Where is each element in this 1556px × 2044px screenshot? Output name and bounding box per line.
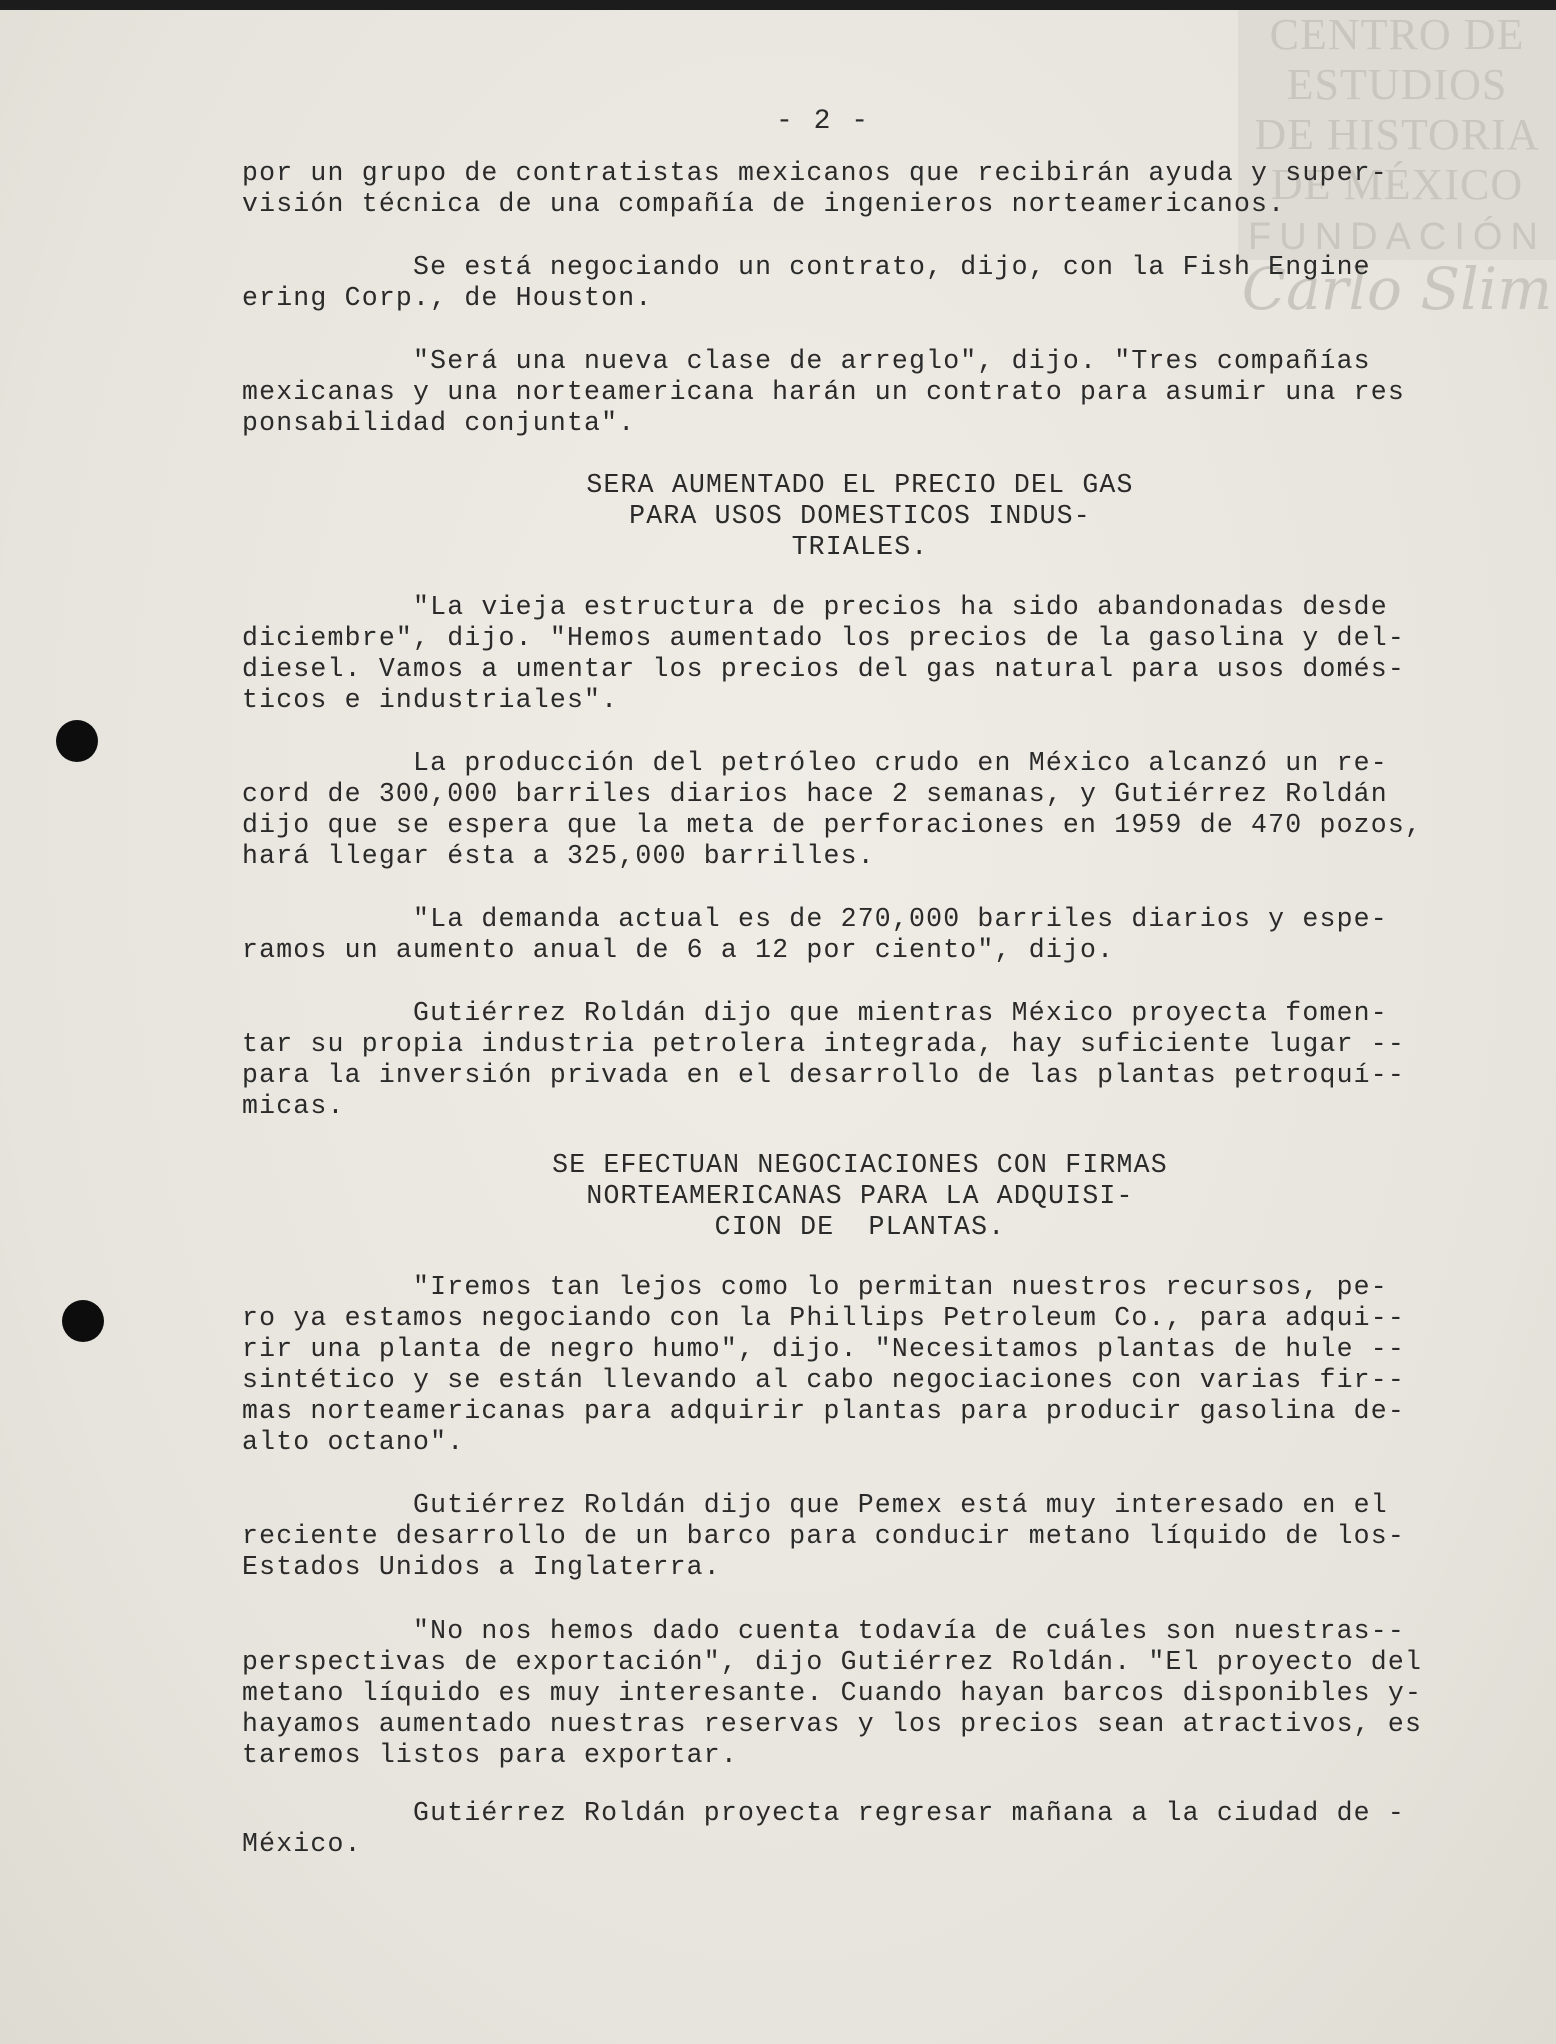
section-heading: SERA AUMENTADO EL PRECIO DEL GAS PARA USOS DOMESTICOS INDUS- TRIALES.	[586, 470, 1134, 562]
paragraph: Se está negociando un contrato, dijo, con la Fish Engine ering Corp., de Houston.	[242, 252, 1371, 313]
watermark-signature: Carlo Slim	[1241, 255, 1553, 323]
section-heading: SE EFECTUAN NEGOCIACIONES CON FIRMAS NORTEAMERICANAS PARA LA ADQUISI- CION DE PLANTAS.	[552, 1150, 1168, 1242]
paragraph: "La demanda actual es de 270,000 barriles diarios y espe- ramos un aumento anual de 6 a 12 por ciento", dijo.	[242, 904, 1388, 965]
watermark-line: CENTRO DE	[1269, 10, 1525, 59]
paragraph: por un grupo de contratistas mexicanos que recibirán ayuda y super- visión técnica de una compañía de ingenieros norteamericanos.	[242, 158, 1388, 219]
document-page	[0, 10, 1556, 2044]
watermark-line: ESTUDIOS	[1286, 60, 1508, 109]
paragraph: La producción del petróleo crudo en México alcanzó un re- cord de 300,000 barriles diarios hace 2 semanas, y Gutiérrez Roldán dijo que se espera que la meta de perforaciones en 1959 de 470 pozos, hará llegar ésta a 325,000 barrilles.	[242, 748, 1423, 871]
paragraph: Gutiérrez Roldán dijo que Pemex está muy interesado en el reciente desarrollo de un barco para conducir metano líquido de los- Estados Unidos a Inglaterra.	[242, 1490, 1405, 1582]
paragraph: Gutiérrez Roldán proyecta regresar mañana a la ciudad de - México.	[242, 1798, 1405, 1859]
paragraph: "La vieja estructura de precios ha sido abandonadas desde diciembre", dijo. "Hemos aumentado los precios de la gasolina y del- diesel. Vamos a umentar los precios del gas natural para usos domés- ticos e industriales".	[242, 592, 1405, 715]
punch-hole	[56, 720, 98, 762]
watermark-foundation: FUNDACIÓN	[1248, 216, 1546, 258]
page-number: - 2 -	[776, 106, 871, 137]
paragraph: "No nos hemos dado cuenta todavía de cuáles son nuestras-- perspectivas de exportación", dijo Gutiérrez Roldán. "El proyecto del metano líquido es muy interesante. Cuando hayan barcos disponibles y- hayamos aumentado nuestras reservas y los precios sean atractivos, es taremos listos para exportar.	[242, 1616, 1423, 1770]
paragraph: "Será una nueva clase de arreglo", dijo. "Tres compañías mexicanas y una norteamericana harán un contrato para asumir una res ponsabilidad conjunta".	[242, 346, 1405, 438]
watermark-line: DE HISTORIA	[1254, 110, 1540, 159]
watermark-line: DE MÉXICO	[1270, 160, 1524, 209]
punch-hole	[62, 1300, 104, 1342]
paragraph: Gutiérrez Roldán dijo que mientras México proyecta fomen- tar su propia industria petrolera integrada, hay suficiente lugar -- para la inversión privada en el desarrollo de las plantas petroquí-- micas.	[242, 998, 1405, 1121]
paragraph: "Iremos tan lejos como lo permitan nuestros recursos, pe- ro ya estamos negociando con la Phillips Petroleum Co., para adqui-- rir una planta de negro humo", dijo. "Necesitamos plantas de hule -- sintético y se están llevando al cabo negociaciones con varias fir-- mas norteamericanas para adquirir plantas para producir gasolina de- alto octano".	[242, 1272, 1405, 1457]
archive-watermark	[1238, 10, 1556, 323]
